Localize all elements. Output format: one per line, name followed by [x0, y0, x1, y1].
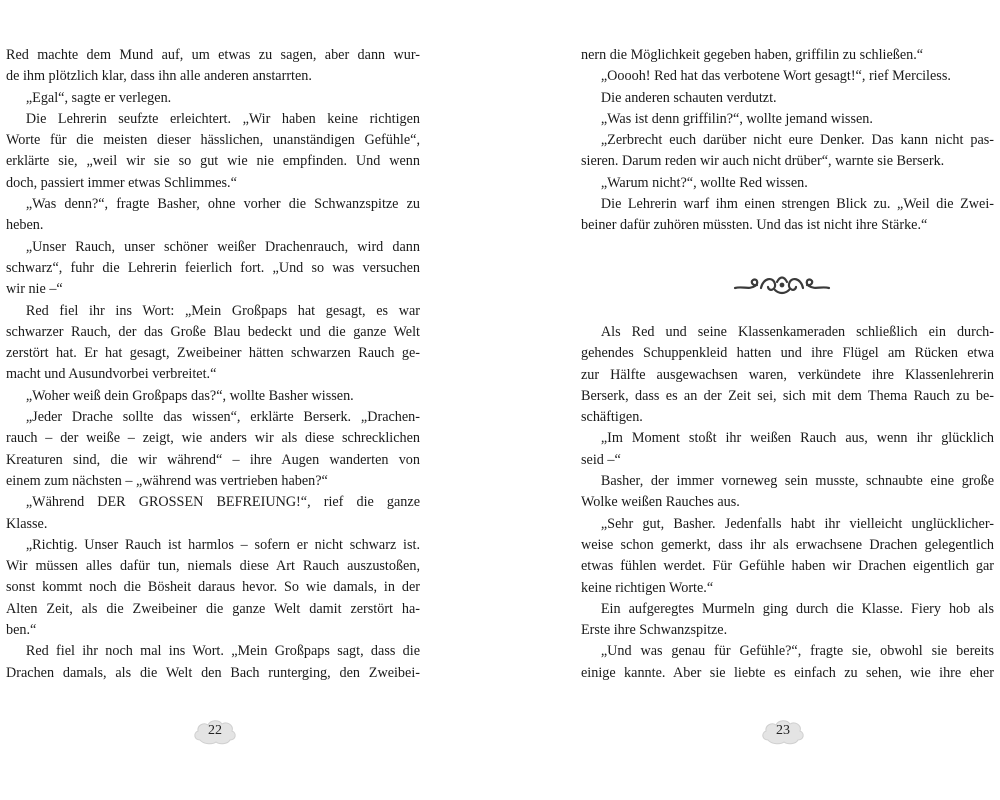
- text-line: Als Red und seine Klassenkameraden schließlich ein durch-: [600, 324, 994, 340]
- text-line: doch, passiert immer etwas Schlimmes.“: [6, 174, 237, 191]
- text-line: Ein aufgeregtes Murmeln ging durch die Klasse. Fiery hob als: [600, 600, 994, 617]
- text-line: schwarzer Rauch, der das Große Blau bedeckt und die ganze Welt: [6, 323, 420, 340]
- swirl-divider-icon: [733, 268, 831, 302]
- text-line: „Was denn?“, fragte Basher, ohne vorher die Schwanzspitze zu: [25, 196, 420, 213]
- text-line: „Woher weiß dein Großpaps das?“, wollte Basher wissen.: [25, 387, 354, 404]
- text-line: wir nie –“: [6, 281, 63, 298]
- text-line: de ihm plötzlich klar, dass ihn alle anderen anstarrten.: [6, 68, 312, 85]
- text-line: Drachen damals, als die Welt den Bach runterging, den Zweibei-: [6, 664, 420, 681]
- text-line: Die Lehrerin warf ihm einen strengen Blick zu. „Weil die Zwei-: [600, 196, 994, 213]
- text-line: Klasse.: [6, 515, 48, 532]
- text-line: schwarz“, fuhr die Lehrerin feierlich fort. „Und so was versuchen: [6, 259, 420, 276]
- text-line: gehendes Schuppenkleid hatten und ihre Flügel am Rücken etwa: [581, 345, 994, 362]
- page-number-right: [760, 716, 806, 748]
- text-line: ben.“: [6, 622, 37, 639]
- page-number-label: 22: [208, 723, 222, 738]
- text-line: einige kannte. Aber sie liebte es einfach zu sehen, wie ihre eher: [581, 664, 994, 681]
- text-line: Red fiel ihr ins Wort: „Mein Großpaps hat gesagt, es war: [25, 302, 420, 319]
- text-line: Red machte dem Mund auf, um etwas zu sagen, aber dann wur-: [6, 47, 420, 63]
- left-page-text: [6, 45, 420, 684]
- text-line: rauch – der weiße – zeigt, wie anders wir als diese schrecklichen: [6, 430, 420, 447]
- text-line: Alten Zeit, als die Zweibeiner die ganze Welt damit zerstört ha-: [6, 600, 420, 617]
- text-line: Basher, der immer vorneweg sein musste, schnaubte eine große: [600, 473, 994, 490]
- right-page-text-bottom: [581, 322, 994, 684]
- text-line: schäftigen.: [581, 409, 643, 426]
- page-number-label: 23: [776, 723, 790, 738]
- text-line: „Sehr gut, Basher. Jedenfalls habt ihr vielleicht unglücklicher-: [600, 515, 994, 532]
- text-line: „Und was genau für Gefühle?“, fragte sie, obwohl sie bereits: [600, 643, 994, 660]
- text-line: Wolke weißen Rauches aus.: [581, 494, 740, 511]
- right-page-text-top: [581, 45, 994, 237]
- text-line: Die anderen schauten verdutzt.: [600, 89, 777, 106]
- text-line: Berserk, dass es an der Zeit sei, sich mit dem Thema Rauch zu be-: [581, 387, 994, 404]
- text-line: Kreaturen sind, die wir während“ – ihre Augen wanderten von: [6, 451, 420, 468]
- text-line: „Was ist denn griffilin?“, wollte jemand wissen.: [600, 110, 873, 127]
- text-line: „Unser Rauch, unser schöner weißer Drachenrauch, wird dann: [25, 238, 420, 255]
- text-line: etwas fühlen werdet. Für Gefühle haben wir Drachen eigentlich gar: [581, 558, 994, 575]
- text-line: beiner dafür zuhören müssten. Und das ist nicht ihre Stärke.“: [581, 217, 928, 234]
- text-line: „Jeder Drache sollte das wissen“, erklärte Berserk. „Drachen-: [25, 409, 420, 426]
- text-line: Erste ihre Schwanzspitze.: [581, 622, 728, 639]
- text-line: Red fiel ihr noch mal ins Wort. „Mein Großpaps sagt, dass die: [25, 643, 420, 660]
- text-line: „Im Moment stoßt ihr weißen Rauch aus, wenn ihr glücklich: [600, 430, 994, 447]
- text-line: seid –“: [581, 451, 621, 468]
- text-line: Die Lehrerin seufzte erleichtert. „Wir haben keine richtigen: [25, 110, 420, 127]
- text-line: „Während DER GROSSEN BEFREIUNG!“, rief die ganze: [25, 494, 420, 511]
- text-line: zerstört hat. Er hat gesagt, Zweibeiner hätten schwarzen Rauch ge-: [6, 345, 420, 362]
- text-line: weise schon gemerkt, dass ihr als erwachsene Drachen gelegentlich: [581, 536, 994, 553]
- text-line: erklärte sie, „weil wir sie so gut wie nie empfinden. Und wenn: [6, 153, 420, 170]
- text-line: „Richtig. Unser Rauch ist harmlos – sofern er nicht schwarz ist.: [25, 536, 420, 553]
- text-line: einem zum nächsten – „während was vertrieben haben?“: [6, 472, 328, 489]
- text-line: macht und Ausundvorbei verbreitet.“: [6, 366, 217, 383]
- text-line: sonst kommt noch die Bösheit daraus hevor. So wie damals, in der: [6, 579, 420, 596]
- text-line: heben.: [6, 217, 44, 234]
- text-line: sieren. Darum reden wir auch nicht drüber“, warnte sie Berserk.: [581, 153, 945, 170]
- text-line: „Egal“, sagte er verlegen.: [25, 89, 172, 106]
- text-line: „Warum nicht?“, wollte Red wissen.: [600, 174, 808, 191]
- right-page: [500, 0, 1000, 800]
- text-line: nern die Möglichkeit gegeben haben, griffilin zu schließen.“: [581, 47, 924, 63]
- text-line: Wir müssen alles dafür tun, niemals diese Art Rauch auszustoßen,: [6, 558, 420, 575]
- text-line: keine richtigen Worte.“: [581, 579, 714, 596]
- page-number-left: [192, 716, 238, 748]
- text-line: „Ooooh! Red hat das verbotene Wort gesagt!“, rief Merciless.: [600, 68, 951, 85]
- text-line: zur Hälfte ausgewachsen waren, verkündete ihre Klassenlehrerin: [581, 366, 994, 383]
- text-line: „Zerbrecht euch darüber nicht eure Denker. Das kann nicht pas-: [600, 132, 994, 149]
- text-line: Worte für die meisten dieser hässlichen, unanständigen Gefühle“,: [6, 132, 420, 149]
